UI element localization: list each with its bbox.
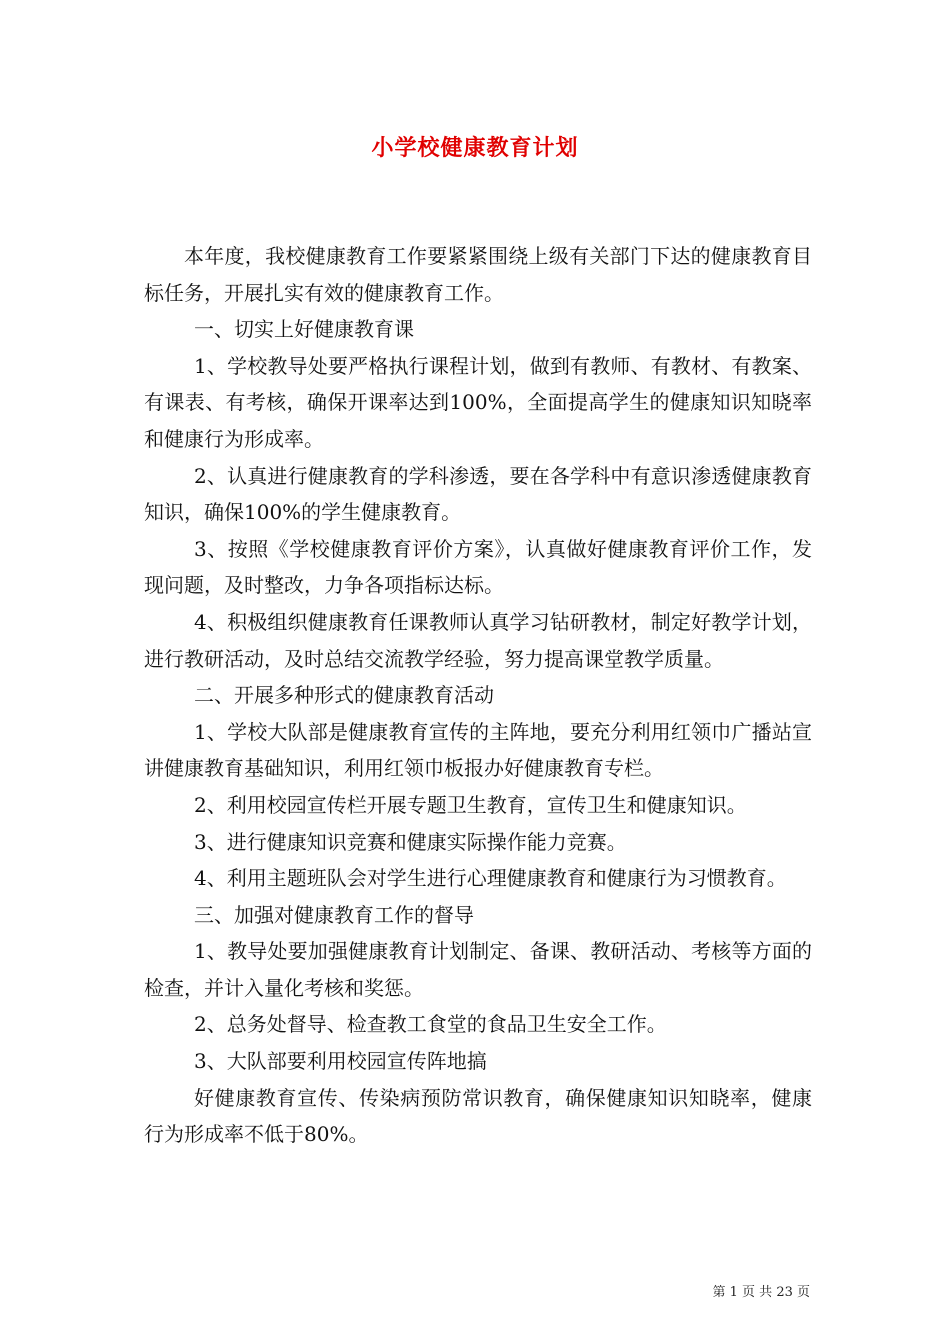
paragraph-2-3: 3、进行健康知识竞赛和健康实际操作能力竞赛。 (194, 829, 627, 854)
paragraph-2-1: 1、学校大队部是健康教育宣传的主阵地，要充分利用红领巾广播站宣讲健康教育基础知识，利用红领巾板报办好健康教育专栏。 (144, 719, 812, 781)
intro-paragraph: 本年度，我校健康教育工作要紧紧围绕上级有关部门下达的健康教育目标任务，开展扎实有效的健康教育工作。 (144, 244, 812, 305)
section-heading-1: 一、切实上好健康教育课 (194, 317, 414, 342)
paragraph-1-3: 3、按照《学校健康教育评价方案》，认真做好健康教育评价工作，发现问题，及时整改，力争各项指标达标。 (144, 536, 812, 598)
paragraph-2-2: 2、利用校园宣传栏开展专题卫生教育，宣传卫生和健康知识。 (194, 792, 747, 817)
section-heading-2: 二、开展多种形式的健康教育活动 (194, 683, 494, 708)
paragraph-1-1: 1、学校教导处要严格执行课程计划，做到有教师、有教材、有教案、有课表、有考核，确保开课率达到100%，全面提高学生的健康知识知晓率和健康行为形成率。 (144, 353, 812, 451)
page-number: 第 1 页 共 23 页 (712, 1285, 810, 1300)
paragraph-1-4: 4、积极组织健康教育任课教师认真学习钻研教材，制定好教学计划，进行教研活动，及时总结交流教学经验，努力提高课堂教学质量。 (144, 609, 812, 671)
paragraph-1-2: 2、认真进行健康教育的学科渗透，要在各学科中有意识渗透健康教育知识，确保100%的学生健康教育。 (144, 463, 812, 525)
paragraph-2-4: 4、利用主题班队会对学生进行心理健康教育和健康行为习惯教育。 (194, 866, 787, 891)
paragraph-3-3-continued: 好健康教育宣传、传染病预防常识教育，确保健康知识知晓率，健康行为形成率不低于80%。 (144, 1085, 812, 1147)
paragraph-3-1: 1、教导处要加强健康教育计划制定、备课、教研活动、考核等方面的检查，并计入量化考核和奖惩。 (144, 939, 812, 1000)
document-body (144, 238, 812, 1153)
section-heading-3: 三、加强对健康教育工作的督导 (194, 902, 474, 927)
document-title: 小学校健康教育计划 (371, 135, 579, 161)
paragraph-3-2: 2、总务处督导、检查教工食堂的食品卫生安全工作。 (194, 1012, 667, 1037)
paragraph-3-3: 3、大队部要利用校园宣传阵地搞 (194, 1049, 487, 1074)
